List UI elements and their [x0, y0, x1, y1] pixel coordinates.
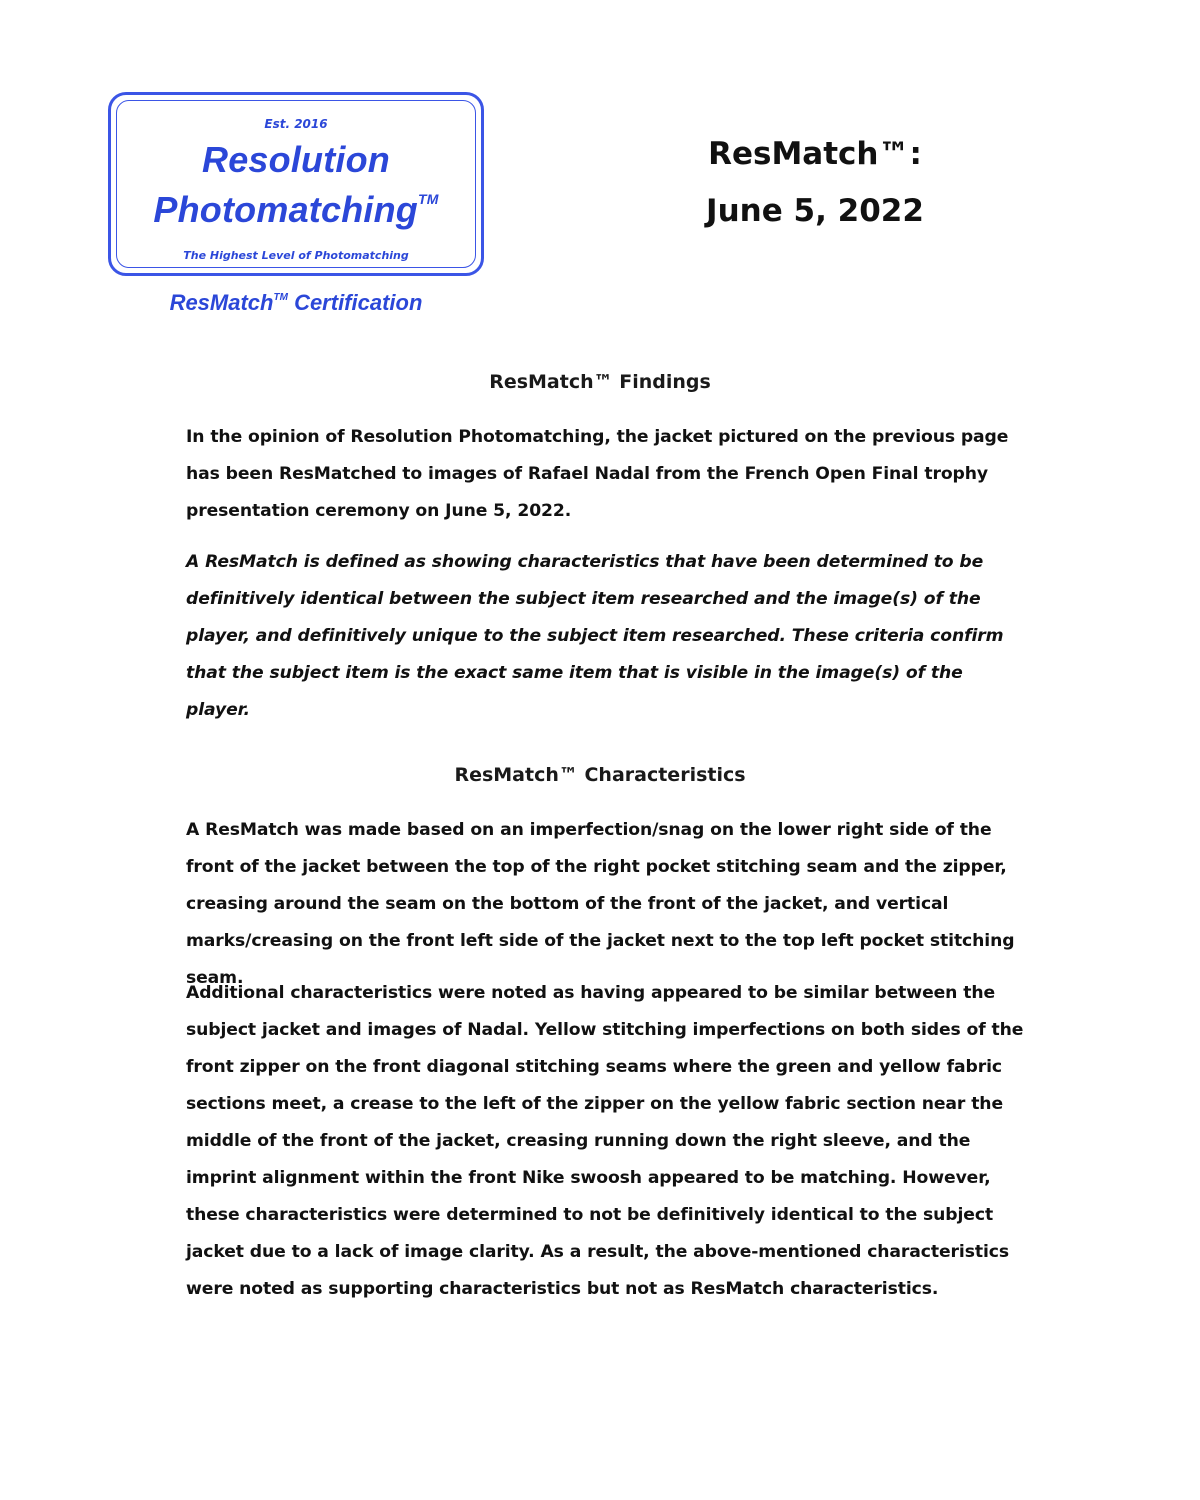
logo-established: Est. 2016 [264, 117, 328, 131]
document-title: ResMatch™: [708, 136, 922, 172]
logo-name-line1 [111, 139, 481, 181]
logo-name-photomatching: Photomatching [153, 189, 418, 230]
logo-name-resolution: Resolution [202, 139, 390, 180]
findings-paragraph: In the opinion of Resolution Photomatching, the jacket pictured on the previous page has been ResMatched to images of Rafael Nadal from the French Open Final trophy presentation ceremony on June 5, 2022. [186, 427, 1009, 521]
certification-trademark: TM [273, 292, 288, 303]
company-logo [108, 92, 484, 276]
characteristics-paragraph: A ResMatch was made based on an imperfection/snag on the lower right side of the front of the jacket between the top of the right pocket stitching seam and the zipper, creasing around the seam on the bottom of the front of the jacket, and vertical marks/creasing on the front left side of the jacket next to the top left pocket stitching seam. [186, 820, 1015, 988]
certification-suffix: Certification [294, 290, 423, 315]
logo-tagline: The Highest Level of Photomatching [183, 249, 409, 262]
certification-name: ResMatch [169, 290, 274, 315]
logo-name-line2 [111, 189, 481, 231]
certification-label [108, 290, 484, 316]
characteristics-heading: ResMatch™ Characteristics [454, 764, 746, 786]
findings-heading: ResMatch™ Findings [489, 371, 711, 393]
document-date: June 5, 2022 [706, 193, 924, 229]
resmatch-definition: A ResMatch is defined as showing characteristics that have been determined to be definitively identical between the subject item researched and the image(s) of the player, and definitively unique to the subject item researched. These criteria confirm that the subject item is the exact same item that is visible in the image(s) of the player. [186, 552, 1004, 720]
supporting-characteristics-paragraph: Additional characteristics were noted as having appeared to be similar between the subject jacket and images of Nadal. Yellow stitching imperfections on both sides of the front zipper on the front diagonal stitching seams where the green and yellow fabric sections meet, a crease to the left of the zipper on the yellow fabric section near the middle of the front of the jacket, creasing running down the right sleeve, and the imprint alignment within the front Nike swoosh appeared to be matching. However, these characteristics were determined to not be definitively identical to the subject jacket due to a lack of image clarity. As a result, the above-mentioned characteristics were noted as supporting characteristics but not as ResMatch characteristics. [186, 983, 1024, 1299]
logo-trademark: TM [417, 191, 439, 207]
